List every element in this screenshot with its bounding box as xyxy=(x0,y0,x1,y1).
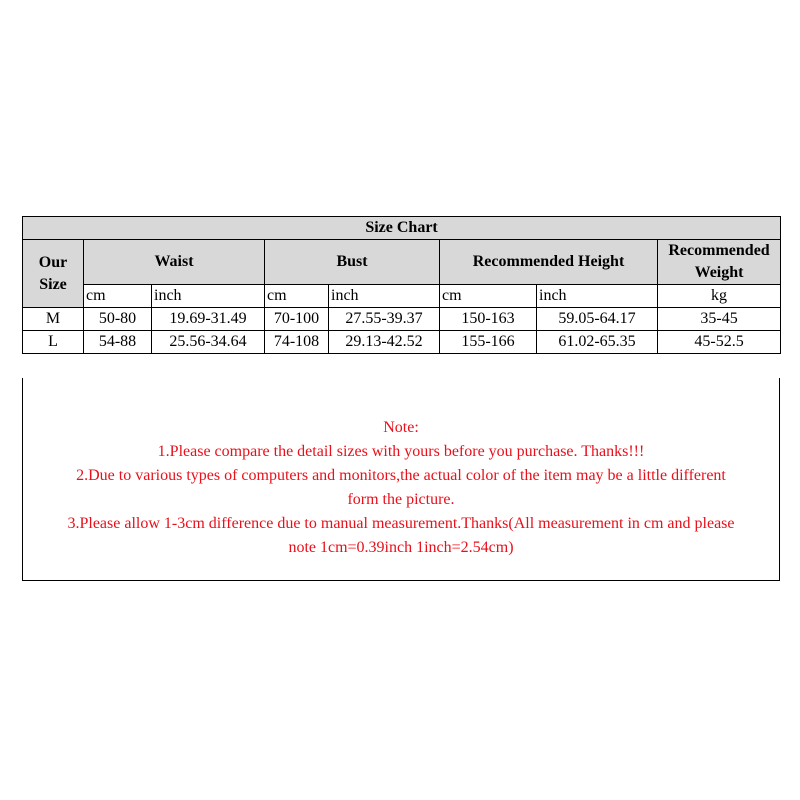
cell-weight-kg: 45-52.5 xyxy=(658,331,781,354)
header-height: Recommended Height xyxy=(440,240,658,285)
note-line-1: 1.Please compare the detail sizes with yours before you purchase. Thanks!!! xyxy=(157,443,645,460)
table-row xyxy=(23,331,781,354)
note-line-3: form the picture. xyxy=(347,491,455,508)
header-weight-line2: Weight xyxy=(694,264,744,281)
unit-height-inch: inch xyxy=(537,285,658,308)
cell-bust-cm: 74-108 xyxy=(265,331,329,354)
cell-height-cm: 150-163 xyxy=(440,308,537,331)
cell-height-cm: 155-166 xyxy=(440,331,537,354)
header-size-line2: Size xyxy=(39,275,67,293)
size-chart xyxy=(22,216,780,354)
table-row xyxy=(23,308,781,331)
cell-height-inch: 59.05-64.17 xyxy=(537,308,658,331)
cell-weight-kg: 35-45 xyxy=(658,308,781,331)
notes-text xyxy=(23,416,779,560)
unit-bust-inch: inch xyxy=(329,285,440,308)
unit-weight-kg: kg xyxy=(658,285,781,308)
cell-waist-inch: 19.69-31.49 xyxy=(152,308,265,331)
size-table xyxy=(22,216,781,354)
header-weight-line1: Recommended xyxy=(668,242,770,259)
note-line-4: 3.Please allow 1-3cm difference due to manual measurement.Thanks(All measurement in cm and please xyxy=(67,515,735,532)
unit-height-cm: cm xyxy=(440,285,537,308)
cell-height-inch: 61.02-65.35 xyxy=(537,331,658,354)
title-row xyxy=(23,217,781,240)
unit-waist-cm: cm xyxy=(84,285,152,308)
cell-waist-inch: 25.56-34.64 xyxy=(152,331,265,354)
unit-row xyxy=(23,285,781,308)
header-row xyxy=(23,240,781,285)
cell-size: L xyxy=(23,331,84,354)
notes-box xyxy=(22,378,780,581)
cell-bust-cm: 70-100 xyxy=(265,308,329,331)
note-line-2: 2.Due to various types of computers and monitors,the actual color of the item may be a little different xyxy=(76,467,726,484)
note-heading: Note: xyxy=(383,419,419,436)
unit-bust-cm: cm xyxy=(265,285,329,308)
cell-waist-cm: 50-80 xyxy=(84,308,152,331)
note-line-5: note 1cm=0.39inch 1inch=2.54cm) xyxy=(288,539,514,556)
cell-waist-cm: 54-88 xyxy=(84,331,152,354)
header-size-line1: Our xyxy=(38,253,68,271)
header-waist: Waist xyxy=(84,240,265,285)
header-bust: Bust xyxy=(265,240,440,285)
unit-waist-inch: inch xyxy=(152,285,265,308)
header-weight xyxy=(658,240,781,285)
cell-size: M xyxy=(23,308,84,331)
header-size xyxy=(23,240,84,308)
cell-bust-inch: 27.55-39.37 xyxy=(329,308,440,331)
cell-bust-inch: 29.13-42.52 xyxy=(329,331,440,354)
chart-title: Size Chart xyxy=(23,217,781,240)
